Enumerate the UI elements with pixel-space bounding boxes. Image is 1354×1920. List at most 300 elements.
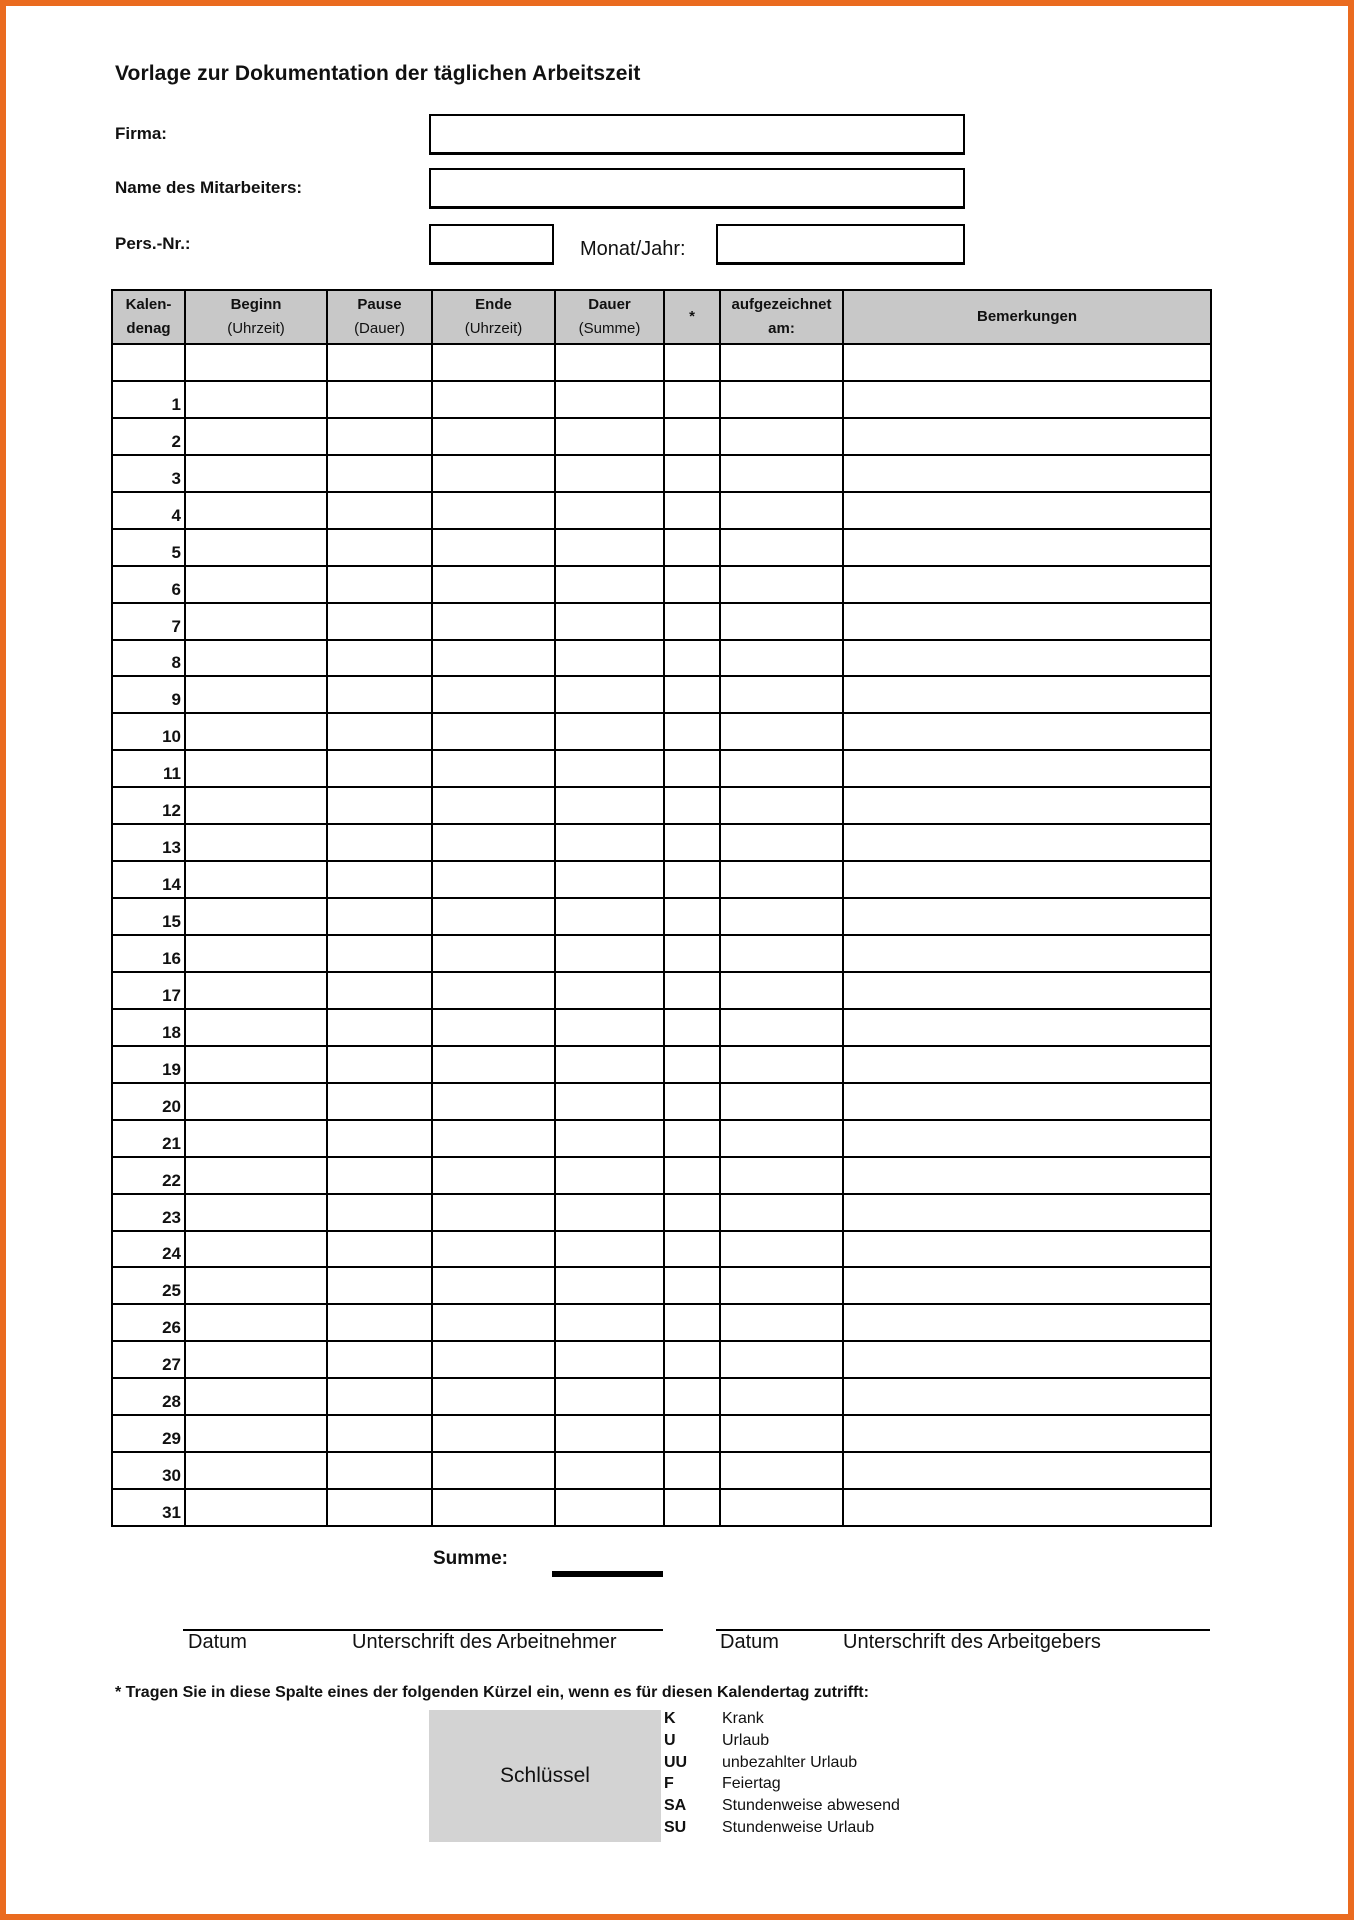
table-cell[interactable] [720, 640, 843, 677]
table-cell[interactable] [327, 972, 432, 1009]
table-cell[interactable] [185, 824, 327, 861]
legend-list [664, 1708, 900, 1839]
table-cell[interactable] [555, 787, 664, 824]
day-number: 5 [112, 529, 185, 566]
table-cell[interactable] [555, 344, 664, 381]
table-row [112, 1009, 1211, 1046]
table-cell[interactable] [664, 603, 720, 640]
table-cell[interactable] [327, 418, 432, 455]
table-cell[interactable] [664, 824, 720, 861]
header-subtitle: (Summe) [578, 320, 641, 337]
table-cell[interactable] [185, 1489, 327, 1526]
table-cell[interactable] [843, 1083, 1211, 1120]
table-row [112, 972, 1211, 1009]
legend-item [664, 1752, 900, 1774]
table-cell[interactable] [185, 935, 327, 972]
table-cell[interactable] [555, 1157, 664, 1194]
table-row [112, 418, 1211, 455]
table-cell[interactable] [843, 529, 1211, 566]
table-cell[interactable] [720, 1452, 843, 1489]
header-title: * [689, 308, 695, 325]
header-subtitle: (Uhrzeit) [227, 320, 285, 337]
table-cell[interactable] [664, 750, 720, 787]
table-cell[interactable] [720, 1157, 843, 1194]
table-cell[interactable] [327, 529, 432, 566]
table-cell[interactable] [555, 1304, 664, 1341]
table-cell[interactable] [720, 972, 843, 1009]
table-cell[interactable] [185, 750, 327, 787]
table-cell[interactable] [664, 1378, 720, 1415]
table-cell[interactable] [720, 603, 843, 640]
table-cell[interactable] [327, 1120, 432, 1157]
persnr-field[interactable] [429, 224, 554, 265]
monat-label: Monat/Jahr: [580, 238, 686, 260]
table-cell[interactable] [843, 1378, 1211, 1415]
table-cell[interactable] [185, 1120, 327, 1157]
table-cell[interactable] [185, 1304, 327, 1341]
table-cell[interactable] [843, 1120, 1211, 1157]
table-cell[interactable] [555, 1194, 664, 1231]
table-cell[interactable] [720, 1415, 843, 1452]
table-row [112, 381, 1211, 418]
legend-code: K [664, 1710, 676, 1727]
table-cell[interactable] [555, 1083, 664, 1120]
table-cell[interactable] [432, 344, 555, 381]
header-cell [112, 290, 185, 344]
table-cell[interactable] [327, 344, 432, 381]
key-label: Schlüssel [500, 1764, 590, 1787]
table-cell[interactable] [720, 566, 843, 603]
table-cell[interactable] [327, 1231, 432, 1268]
table-cell[interactable] [185, 640, 327, 677]
table-cell[interactable] [720, 1267, 843, 1304]
table-cell[interactable] [432, 529, 555, 566]
name-label: Name des Mitarbeiters: [115, 178, 303, 197]
table-cell[interactable] [555, 1415, 664, 1452]
table-cell[interactable] [664, 566, 720, 603]
table-cell[interactable] [327, 1489, 432, 1526]
table-cell[interactable] [720, 1231, 843, 1268]
table-cell[interactable] [327, 1378, 432, 1415]
name-field[interactable] [429, 168, 965, 209]
table-cell[interactable] [720, 935, 843, 972]
table-cell[interactable] [843, 640, 1211, 677]
table-cell[interactable] [664, 1009, 720, 1046]
table-cell[interactable] [720, 1120, 843, 1157]
table-cell[interactable] [843, 381, 1211, 418]
table-cell[interactable] [843, 1415, 1211, 1452]
table-cell[interactable] [555, 898, 664, 935]
table-cell[interactable] [843, 492, 1211, 529]
table-cell[interactable] [432, 824, 555, 861]
table-cell[interactable] [720, 1489, 843, 1526]
table-cell[interactable] [432, 1341, 555, 1378]
day-number: 24 [112, 1231, 185, 1268]
table-cell[interactable] [843, 787, 1211, 824]
table-cell[interactable] [327, 1194, 432, 1231]
table-cell[interactable] [720, 713, 843, 750]
table-cell[interactable] [432, 972, 555, 1009]
table-row [112, 1083, 1211, 1120]
table-cell[interactable] [185, 492, 327, 529]
table-cell[interactable] [185, 566, 327, 603]
table-cell[interactable] [327, 603, 432, 640]
table-cell[interactable] [327, 1341, 432, 1378]
header-subtitle: am: [768, 320, 795, 337]
table-cell[interactable] [664, 676, 720, 713]
table-cell[interactable] [843, 1157, 1211, 1194]
table-cell[interactable] [432, 566, 555, 603]
table-cell[interactable] [185, 861, 327, 898]
table-cell[interactable] [185, 1194, 327, 1231]
header-title: Bemerkungen [976, 308, 1078, 325]
legend-text: Urlaub [722, 1731, 770, 1749]
day-number [112, 344, 185, 381]
table-cell[interactable] [432, 861, 555, 898]
table-cell[interactable] [664, 1489, 720, 1526]
table-cell[interactable] [432, 935, 555, 972]
table-cell[interactable] [843, 1009, 1211, 1046]
table-cell[interactable] [843, 972, 1211, 1009]
table-cell[interactable] [843, 1452, 1211, 1489]
table-cell[interactable] [555, 1009, 664, 1046]
table-cell[interactable] [555, 1046, 664, 1083]
table-cell[interactable] [432, 1194, 555, 1231]
table-cell[interactable] [432, 1083, 555, 1120]
table-cell[interactable] [185, 1157, 327, 1194]
table-cell[interactable] [185, 1231, 327, 1268]
table-cell[interactable] [555, 566, 664, 603]
table-cell[interactable] [327, 492, 432, 529]
table-cell[interactable] [327, 1083, 432, 1120]
table-cell[interactable] [843, 603, 1211, 640]
table-cell[interactable] [185, 603, 327, 640]
header-title: Pause [357, 296, 402, 313]
day-number: 25 [112, 1267, 185, 1304]
table-cell[interactable] [432, 750, 555, 787]
table-cell[interactable] [843, 455, 1211, 492]
table-cell[interactable] [555, 1231, 664, 1268]
header-cell [720, 290, 843, 344]
table-cell[interactable] [555, 1341, 664, 1378]
table-cell[interactable] [185, 1378, 327, 1415]
table-cell[interactable] [843, 935, 1211, 972]
legend-code: U [664, 1731, 676, 1749]
header-cell [555, 290, 664, 344]
table-cell[interactable] [432, 640, 555, 677]
table-cell[interactable] [432, 1120, 555, 1157]
table-cell[interactable] [555, 1489, 664, 1526]
table-cell[interactable] [555, 972, 664, 1009]
table-cell[interactable] [327, 750, 432, 787]
table-cell[interactable] [327, 713, 432, 750]
table-cell[interactable] [432, 676, 555, 713]
header-subtitle: (Dauer) [354, 320, 405, 337]
table-cell[interactable] [555, 750, 664, 787]
table-cell[interactable] [664, 713, 720, 750]
day-number: 8 [112, 640, 185, 677]
table-row [112, 529, 1211, 566]
day-number: 14 [112, 861, 185, 898]
table-cell[interactable] [555, 492, 664, 529]
table-cell[interactable] [432, 455, 555, 492]
table-cell[interactable] [327, 824, 432, 861]
table-cell[interactable] [664, 1046, 720, 1083]
table-cell[interactable] [664, 640, 720, 677]
table-row [112, 1157, 1211, 1194]
table-cell[interactable] [664, 787, 720, 824]
table-cell[interactable] [843, 1341, 1211, 1378]
table-cell[interactable] [327, 566, 432, 603]
table-cell[interactable] [432, 381, 555, 418]
day-number: 27 [112, 1341, 185, 1378]
table-cell[interactable] [664, 529, 720, 566]
table-cell[interactable] [843, 566, 1211, 603]
table-cell[interactable] [843, 1194, 1211, 1231]
table-cell[interactable] [555, 640, 664, 677]
table-cell[interactable] [664, 861, 720, 898]
table-cell[interactable] [720, 492, 843, 529]
table-cell[interactable] [555, 861, 664, 898]
table-cell[interactable] [185, 1341, 327, 1378]
table-cell[interactable] [720, 824, 843, 861]
table-cell[interactable] [720, 455, 843, 492]
table-cell[interactable] [327, 1267, 432, 1304]
datum-right: Datum [720, 1631, 779, 1653]
header-title: aufgezeichnet [731, 296, 832, 313]
legend-item [664, 1730, 900, 1752]
table-cell[interactable] [720, 1304, 843, 1341]
table-cell[interactable] [720, 1341, 843, 1378]
table-cell[interactable] [843, 750, 1211, 787]
header-title: Dauer [588, 296, 631, 313]
table-cell[interactable] [432, 1009, 555, 1046]
table-cell[interactable] [664, 1452, 720, 1489]
table-cell[interactable] [664, 1083, 720, 1120]
day-number: 13 [112, 824, 185, 861]
table-cell[interactable] [185, 1415, 327, 1452]
table-cell[interactable] [432, 1415, 555, 1452]
table-cell[interactable] [327, 676, 432, 713]
table-cell[interactable] [432, 1046, 555, 1083]
table-cell[interactable] [555, 1120, 664, 1157]
table-cell[interactable] [555, 1267, 664, 1304]
table-cell[interactable] [664, 972, 720, 1009]
table-cell[interactable] [555, 676, 664, 713]
table-cell[interactable] [843, 1489, 1211, 1526]
table-cell[interactable] [720, 418, 843, 455]
table-cell[interactable] [843, 824, 1211, 861]
table-cell[interactable] [185, 418, 327, 455]
table-cell[interactable] [432, 418, 555, 455]
table-cell[interactable] [720, 676, 843, 713]
table-cell[interactable] [664, 381, 720, 418]
table-cell[interactable] [843, 676, 1211, 713]
table-cell[interactable] [432, 898, 555, 935]
table-cell[interactable] [432, 492, 555, 529]
table-cell[interactable] [664, 492, 720, 529]
table-cell[interactable] [664, 898, 720, 935]
table-cell[interactable] [432, 1157, 555, 1194]
table-cell[interactable] [185, 381, 327, 418]
table-cell[interactable] [432, 1267, 555, 1304]
table-cell[interactable] [185, 455, 327, 492]
table-cell[interactable] [720, 381, 843, 418]
table-cell[interactable] [185, 1009, 327, 1046]
table-cell[interactable] [720, 1194, 843, 1231]
table-cell[interactable] [185, 344, 327, 381]
table-cell[interactable] [555, 1378, 664, 1415]
table-cell[interactable] [185, 1083, 327, 1120]
header-cell [185, 290, 327, 344]
table-cell[interactable] [185, 1267, 327, 1304]
table-cell[interactable] [664, 1157, 720, 1194]
day-number: 18 [112, 1009, 185, 1046]
table-cell[interactable] [185, 898, 327, 935]
table-cell[interactable] [432, 1452, 555, 1489]
table-row [112, 566, 1211, 603]
table-cell[interactable] [432, 603, 555, 640]
legend-code: SU [664, 1818, 687, 1836]
day-number: 23 [112, 1194, 185, 1231]
table-cell[interactable] [664, 1415, 720, 1452]
table-cell[interactable] [664, 455, 720, 492]
table-cell[interactable] [327, 381, 432, 418]
table-cell[interactable] [555, 529, 664, 566]
table-cell[interactable] [720, 1083, 843, 1120]
table-cell[interactable] [720, 529, 843, 566]
table-cell[interactable] [555, 418, 664, 455]
table-cell[interactable] [843, 898, 1211, 935]
table-row [112, 455, 1211, 492]
table-cell[interactable] [185, 1452, 327, 1489]
table-cell[interactable] [555, 381, 664, 418]
table-cell[interactable] [843, 1231, 1211, 1268]
table-cell[interactable] [664, 344, 720, 381]
table-row [112, 1194, 1211, 1231]
legend-text: unbezahlter Urlaub [722, 1753, 858, 1771]
table-cell[interactable] [327, 1157, 432, 1194]
table-cell[interactable] [185, 972, 327, 1009]
day-number: 28 [112, 1378, 185, 1415]
table-cell[interactable] [185, 676, 327, 713]
table-cell[interactable] [555, 455, 664, 492]
table-cell[interactable] [664, 418, 720, 455]
summe-field[interactable] [552, 1571, 663, 1577]
day-number: 22 [112, 1157, 185, 1194]
table-cell[interactable] [327, 1452, 432, 1489]
table-cell[interactable] [720, 1378, 843, 1415]
table-cell[interactable] [555, 1452, 664, 1489]
day-number: 1 [112, 381, 185, 418]
header-subtitle: denag [126, 320, 171, 337]
table-cell[interactable] [555, 713, 664, 750]
table-cell[interactable] [720, 898, 843, 935]
table-cell[interactable] [720, 787, 843, 824]
table-cell[interactable] [843, 1304, 1211, 1341]
monat-field[interactable] [716, 224, 965, 265]
firma-label: Firma: [115, 124, 167, 143]
table-cell[interactable] [327, 455, 432, 492]
day-number: 21 [112, 1120, 185, 1157]
table-cell[interactable] [664, 935, 720, 972]
table-cell[interactable] [720, 1009, 843, 1046]
table-row [112, 1341, 1211, 1378]
day-number: 31 [112, 1489, 185, 1526]
table-cell[interactable] [432, 1231, 555, 1268]
day-number: 16 [112, 935, 185, 972]
table-cell[interactable] [720, 750, 843, 787]
table-row [112, 1415, 1211, 1452]
table-row [112, 1120, 1211, 1157]
table-cell[interactable] [327, 1009, 432, 1046]
table-cell[interactable] [843, 713, 1211, 750]
table-cell[interactable] [327, 1046, 432, 1083]
table-row [112, 861, 1211, 898]
day-number: 20 [112, 1083, 185, 1120]
table-cell[interactable] [555, 603, 664, 640]
table-cell[interactable] [432, 1378, 555, 1415]
table-cell[interactable] [185, 787, 327, 824]
table-cell[interactable] [664, 1231, 720, 1268]
firma-field[interactable] [429, 114, 965, 155]
table-cell[interactable] [720, 344, 843, 381]
table-row [112, 1489, 1211, 1526]
table-cell[interactable] [843, 418, 1211, 455]
table-cell[interactable] [432, 787, 555, 824]
table-cell[interactable] [664, 1341, 720, 1378]
legend-text: Krank [722, 1710, 764, 1727]
table-cell[interactable] [327, 898, 432, 935]
table-row [112, 1452, 1211, 1489]
table-cell[interactable] [843, 344, 1211, 381]
table-cell[interactable] [185, 529, 327, 566]
header-subtitle: (Uhrzeit) [464, 320, 523, 337]
table-cell[interactable] [327, 1304, 432, 1341]
table-cell[interactable] [327, 935, 432, 972]
table-cell[interactable] [555, 824, 664, 861]
table-cell[interactable] [327, 640, 432, 677]
table-cell[interactable] [432, 1304, 555, 1341]
day-number: 3 [112, 455, 185, 492]
header-title: Kalen- [125, 296, 172, 313]
table-cell[interactable] [843, 1046, 1211, 1083]
table-cell[interactable] [185, 1046, 327, 1083]
table-cell[interactable] [664, 1194, 720, 1231]
table-cell[interactable] [432, 713, 555, 750]
day-number: 19 [112, 1046, 185, 1083]
table-cell[interactable] [555, 935, 664, 972]
table-cell[interactable] [185, 713, 327, 750]
table-cell[interactable] [432, 1489, 555, 1526]
table-row [112, 750, 1211, 787]
table-cell[interactable] [327, 861, 432, 898]
table-row [112, 1231, 1211, 1268]
table-cell[interactable] [720, 861, 843, 898]
table-cell[interactable] [664, 1267, 720, 1304]
table-cell[interactable] [664, 1120, 720, 1157]
table-cell[interactable] [720, 1046, 843, 1083]
table-cell[interactable] [327, 787, 432, 824]
table-cell[interactable] [664, 1304, 720, 1341]
legend-item [664, 1773, 900, 1795]
table-cell[interactable] [327, 1415, 432, 1452]
day-number: 4 [112, 492, 185, 529]
table-cell[interactable] [843, 861, 1211, 898]
table-row [112, 676, 1211, 713]
table-cell[interactable] [843, 1267, 1211, 1304]
table-row [112, 1378, 1211, 1415]
